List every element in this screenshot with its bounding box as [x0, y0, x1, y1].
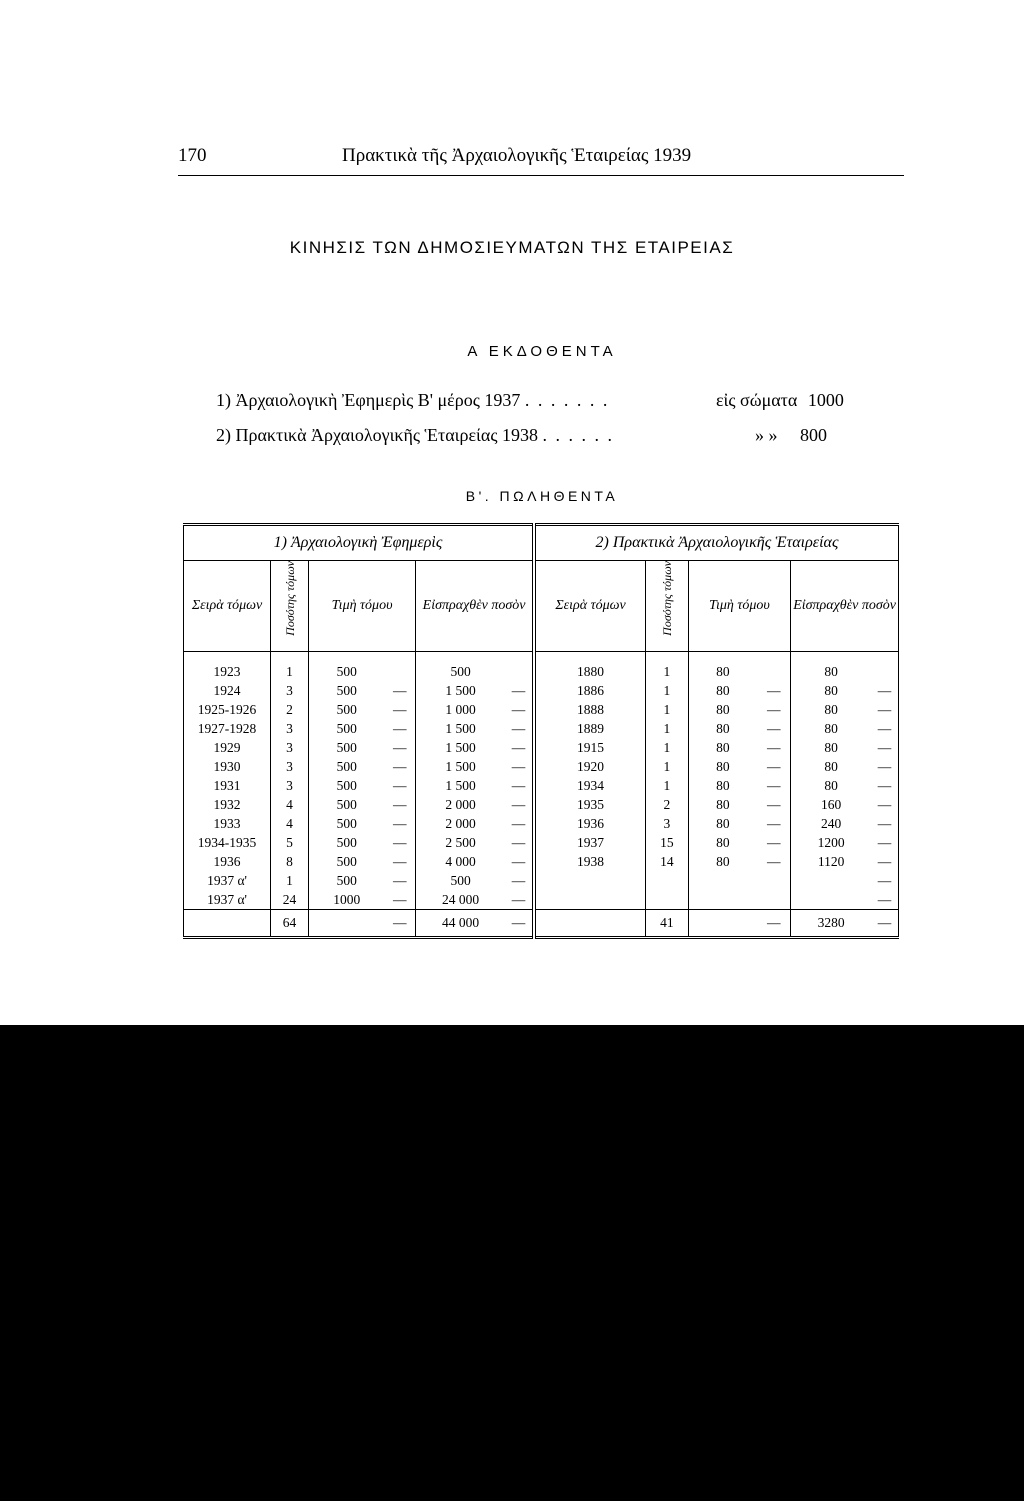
- dash-mark: [757, 651, 790, 681]
- amount-2: 80: [791, 700, 871, 719]
- price-2: 80: [688, 651, 757, 681]
- leader-dots: . . . . . . .: [524, 390, 610, 410]
- series-2: 1886: [534, 681, 646, 700]
- table-row: [184, 738, 899, 757]
- price-1: 500: [309, 719, 385, 738]
- amount-1: 2 000: [416, 814, 505, 833]
- count-1: 8: [271, 852, 309, 871]
- totals-row: [184, 909, 899, 937]
- table-row: [184, 681, 899, 700]
- table-row: [184, 776, 899, 795]
- series-2: 1889: [534, 719, 646, 738]
- group-ephemeris-title: 1) Ἀρχαιολογικὴ Ἐφημερὶς: [184, 525, 534, 561]
- header-rule: [178, 175, 904, 176]
- series-2: [534, 871, 646, 890]
- series-1: 1934-1935: [184, 833, 271, 852]
- count-2: [646, 871, 688, 890]
- dash-mark: —: [393, 739, 407, 755]
- count-2: [646, 890, 688, 910]
- dash-mark: —: [766, 796, 781, 812]
- dash-mark: —: [505, 909, 534, 937]
- published-item-1-value: 1000: [807, 390, 844, 410]
- amount-1: 1 500: [416, 681, 505, 700]
- table-row: [184, 795, 899, 814]
- count-1: 3: [271, 719, 309, 738]
- series-1: 1925-1926: [184, 700, 271, 719]
- col-count: Ποσότης τόμων: [282, 561, 297, 636]
- amount-2: 80: [791, 719, 871, 738]
- dash-mark: [757, 890, 790, 910]
- price-2: [688, 871, 757, 890]
- price-1: 500: [309, 814, 385, 833]
- document-title: ΚΙΝΗΣΙΣ ΤΩΝ ΔΗΜΟΣΙΕΥΜΑΤΩΝ ΤΗΣ ΕΤΑΙΡΕΙΑΣ: [289, 238, 735, 257]
- col-amount: Εἰσπραχθὲν ποσὸν: [416, 561, 534, 652]
- amount-2: 1200: [791, 833, 871, 852]
- published-item-2-unit: » »: [755, 425, 778, 445]
- price-1: 500: [309, 757, 385, 776]
- published-item-2-title: 2) Πρακτικὰ Ἀρχαιολογικῆς Ἑταιρείας 1938: [216, 425, 538, 445]
- series-1: 1933: [184, 814, 271, 833]
- price-2: 80: [688, 776, 757, 795]
- col-count-2: Ποσότης τόμων: [659, 561, 674, 636]
- dash-mark: [384, 651, 415, 681]
- col-amount-2: Εἰσπραχθὲν ποσὸν: [791, 561, 899, 652]
- amount-2: 160: [791, 795, 871, 814]
- count-2: 1: [646, 651, 688, 681]
- dash-mark: —: [393, 853, 407, 869]
- price-2: 80: [688, 795, 757, 814]
- table-row: [184, 814, 899, 833]
- amount-2: 80: [791, 757, 871, 776]
- dash-mark: —: [393, 891, 407, 907]
- series-2: [534, 890, 646, 910]
- dash-mark: —: [766, 853, 781, 869]
- series-1: 1937 α': [184, 871, 271, 890]
- series-1: 1923: [184, 651, 271, 681]
- dash-mark: —: [766, 720, 781, 736]
- price-2: 80: [688, 738, 757, 757]
- total-amount-1: 44 000: [416, 909, 505, 937]
- dash-mark: —: [393, 720, 407, 736]
- dash-mark: —: [766, 777, 781, 793]
- dash-mark: —: [393, 815, 407, 831]
- dash-mark: —: [757, 909, 790, 937]
- count-1: 4: [271, 814, 309, 833]
- dash-mark: —: [871, 890, 898, 910]
- page-number: 170: [178, 145, 207, 166]
- amount-1: 2 500: [416, 833, 505, 852]
- count-1: 24: [271, 890, 309, 910]
- amount-1: 1 500: [416, 719, 505, 738]
- series-1: 1932: [184, 795, 271, 814]
- dash-mark: —: [766, 701, 781, 717]
- dash-mark: —: [511, 777, 526, 793]
- amount-1: 500: [416, 871, 505, 890]
- dash-mark: —: [871, 871, 898, 890]
- count-2: 1: [646, 719, 688, 738]
- total-count-1: 64: [271, 909, 309, 937]
- amount-2: 240: [791, 814, 871, 833]
- dash-mark: —: [511, 872, 526, 888]
- price-2: 80: [688, 833, 757, 852]
- series-2: 1935: [534, 795, 646, 814]
- col-series-2: Σειρὰ τόμων: [534, 561, 646, 652]
- dash-mark: —: [511, 796, 526, 812]
- dash-mark: —: [871, 814, 898, 833]
- dash-mark: —: [871, 852, 898, 871]
- dash-mark: —: [393, 872, 407, 888]
- count-2: 1: [646, 700, 688, 719]
- series-1: 1937 α': [184, 890, 271, 910]
- series-1: 1929: [184, 738, 271, 757]
- dash-mark: —: [871, 795, 898, 814]
- amount-2: 80: [791, 776, 871, 795]
- published-item-1-unit: εἰς σώματα: [716, 390, 798, 410]
- amount-1: 2 000: [416, 795, 505, 814]
- count-1: 3: [271, 776, 309, 795]
- price-1: 500: [309, 700, 385, 719]
- dash-mark: —: [871, 738, 898, 757]
- amount-2: [791, 871, 871, 890]
- dash-mark: —: [871, 909, 898, 937]
- series-2: 1937: [534, 833, 646, 852]
- series-2: 1920: [534, 757, 646, 776]
- dash-mark: —: [393, 777, 407, 793]
- amount-1: 24 000: [416, 890, 505, 910]
- dash-mark: —: [511, 758, 526, 774]
- series-2: 1888: [534, 700, 646, 719]
- published-item-2-qty: [755, 425, 827, 446]
- dash-mark: —: [393, 796, 407, 812]
- amount-1: 4 000: [416, 852, 505, 871]
- price-2: 80: [688, 681, 757, 700]
- count-1: 3: [271, 738, 309, 757]
- published-item-1: [216, 390, 609, 411]
- count-2: 1: [646, 757, 688, 776]
- count-2: 1: [646, 776, 688, 795]
- price-2: 80: [688, 814, 757, 833]
- amount-2: 80: [791, 681, 871, 700]
- price-1: 500: [309, 738, 385, 757]
- count-1: 3: [271, 681, 309, 700]
- table-row: [184, 651, 899, 681]
- series-1: 1931: [184, 776, 271, 795]
- leader-dots: . . . . . .: [542, 425, 614, 445]
- dash-mark: —: [511, 720, 526, 736]
- price-1: 500: [309, 833, 385, 852]
- section-b-heading: Β'. ΠΩΛΗΘΕΝΤΑ: [465, 488, 619, 504]
- count-2: 3: [646, 814, 688, 833]
- count-1: 1: [271, 651, 309, 681]
- price-1: 500: [309, 852, 385, 871]
- dash-mark: —: [871, 757, 898, 776]
- dash-mark: —: [511, 682, 526, 698]
- dash-mark: —: [393, 682, 407, 698]
- total-count-2: 41: [646, 909, 688, 937]
- dash-mark: —: [393, 701, 407, 717]
- group-praktika-title: 2) Πρακτικὰ Ἀρχαιολογικῆς Ἑταιρείας: [534, 525, 899, 561]
- dash-mark: —: [511, 853, 526, 869]
- col-price-2: Τιμὴ τόμου: [688, 561, 791, 652]
- table-row: [184, 700, 899, 719]
- dash-mark: —: [766, 739, 781, 755]
- price-2: [688, 890, 757, 910]
- series-2: 1938: [534, 852, 646, 871]
- price-2: 80: [688, 700, 757, 719]
- count-1: 5: [271, 833, 309, 852]
- series-2: 1915: [534, 738, 646, 757]
- amount-2: [791, 890, 871, 910]
- dash-mark: —: [511, 739, 526, 755]
- amount-2: 1120: [791, 852, 871, 871]
- price-2: 80: [688, 757, 757, 776]
- dash-mark: —: [871, 700, 898, 719]
- dash-mark: —: [393, 834, 407, 850]
- series-2: 1934: [534, 776, 646, 795]
- dash-mark: —: [393, 758, 407, 774]
- count-2: 1: [646, 681, 688, 700]
- col-price: Τιμὴ τόμου: [309, 561, 416, 652]
- dash-mark: —: [871, 681, 898, 700]
- price-1: 1000: [309, 890, 385, 910]
- amount-1: 1 500: [416, 757, 505, 776]
- dash-mark: —: [511, 815, 526, 831]
- table-row: [184, 757, 899, 776]
- series-2: 1936: [534, 814, 646, 833]
- count-2: 2: [646, 795, 688, 814]
- dash-mark: —: [766, 834, 781, 850]
- price-1: 500: [309, 776, 385, 795]
- price-2: 80: [688, 852, 757, 871]
- price-1: 500: [309, 681, 385, 700]
- price-1: 500: [309, 651, 385, 681]
- table-body: [184, 651, 899, 909]
- dash-mark: —: [511, 701, 526, 717]
- column-header-row: [184, 561, 899, 652]
- price-1: 500: [309, 871, 385, 890]
- col-series: Σειρὰ τόμων: [184, 561, 271, 652]
- amount-1: 500: [416, 651, 505, 681]
- price-1: 500: [309, 795, 385, 814]
- published-item-2: [216, 425, 614, 446]
- dash-mark: —: [384, 909, 415, 937]
- count-2: 1: [646, 738, 688, 757]
- series-1: 1930: [184, 757, 271, 776]
- series-1: 1924: [184, 681, 271, 700]
- dash-mark: —: [766, 815, 781, 831]
- published-item-1-title: 1) Ἀρχαιολογικὴ Ἐφημερὶς Β' μέρος 1937: [216, 390, 521, 410]
- published-item-1-qty: [716, 390, 844, 411]
- count-1: 1: [271, 871, 309, 890]
- amount-1: 1 500: [416, 738, 505, 757]
- dash-mark: —: [511, 834, 526, 850]
- count-1: 2: [271, 700, 309, 719]
- count-2: 15: [646, 833, 688, 852]
- count-1: 3: [271, 757, 309, 776]
- page-header: [178, 145, 904, 173]
- running-title: Πρακτικὰ τῆς Ἀρχαιολογικῆς Ἑταιρείας 1939: [342, 145, 692, 166]
- amount-2: 80: [791, 651, 871, 681]
- sales-table: [183, 523, 899, 939]
- dash-mark: —: [766, 758, 781, 774]
- amount-2: 80: [791, 738, 871, 757]
- dash-mark: [757, 871, 790, 890]
- table-row: [184, 719, 899, 738]
- dash-mark: —: [511, 891, 526, 907]
- total-amount-2: 3280: [791, 909, 871, 937]
- dash-mark: —: [766, 682, 781, 698]
- table-row: [184, 890, 899, 910]
- count-1: 4: [271, 795, 309, 814]
- amount-1: 1 500: [416, 776, 505, 795]
- series-1: 1936: [184, 852, 271, 871]
- table-row: [184, 852, 899, 871]
- dash-mark: [871, 651, 898, 681]
- price-2: 80: [688, 719, 757, 738]
- series-2: 1880: [534, 651, 646, 681]
- table-row: [184, 833, 899, 852]
- published-item-2-value: 800: [800, 425, 827, 445]
- dash-mark: —: [871, 719, 898, 738]
- dash-mark: [505, 651, 534, 681]
- group-header-row: [184, 525, 899, 561]
- section-a-heading: Α ΕΚΔΟΘΕΝΤΑ: [467, 343, 617, 360]
- amount-1: 1 000: [416, 700, 505, 719]
- series-1: 1927-1928: [184, 719, 271, 738]
- dash-mark: —: [871, 833, 898, 852]
- table-row: [184, 871, 899, 890]
- dash-mark: —: [871, 776, 898, 795]
- count-2: 14: [646, 852, 688, 871]
